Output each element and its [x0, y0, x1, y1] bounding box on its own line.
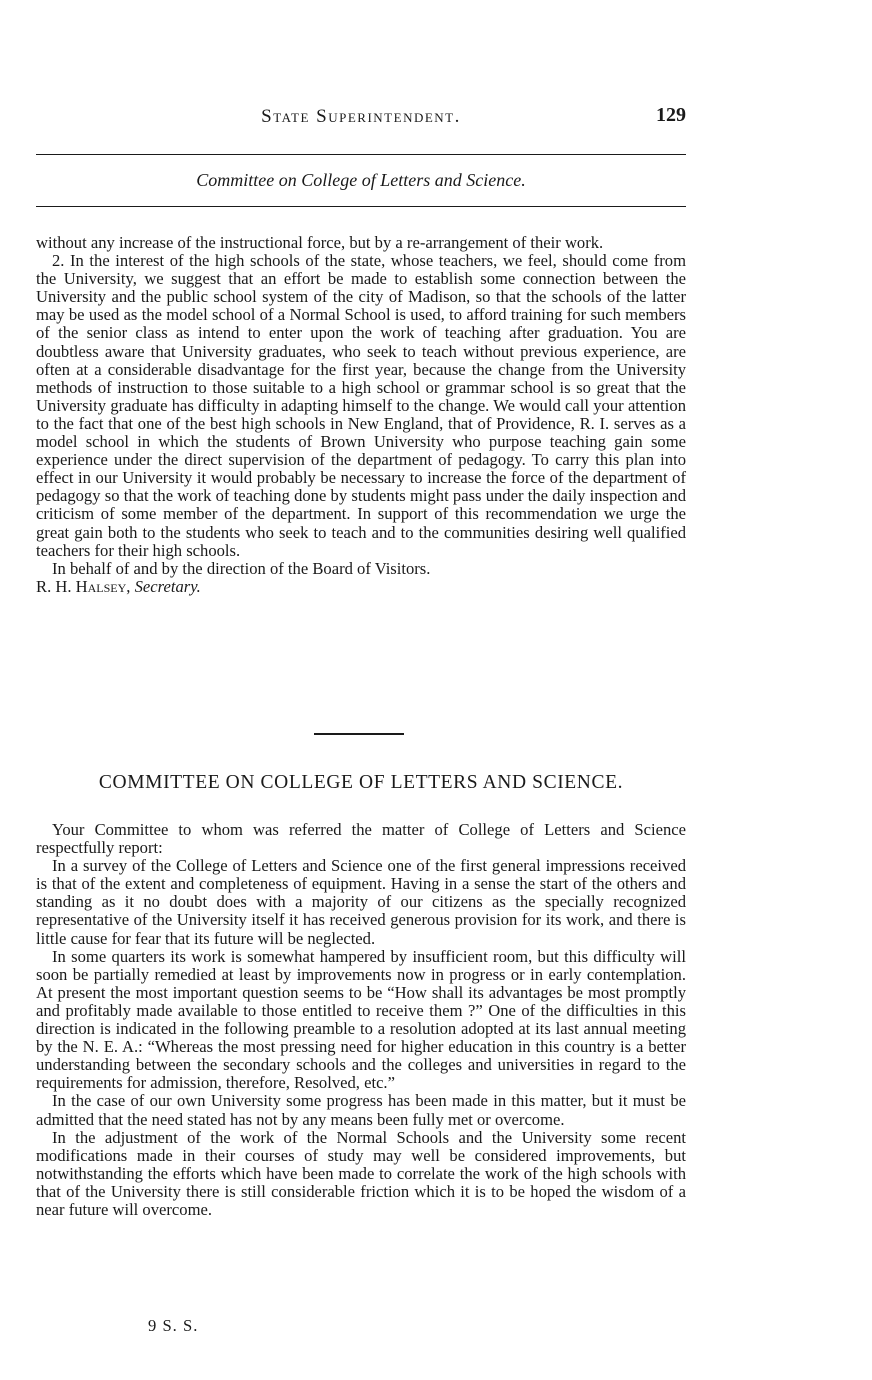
signature-title: Secretary.	[134, 576, 201, 596]
previous-report-body	[36, 234, 686, 596]
paragraph-quarters: In some quarters its work is somewhat hampered by insufficient room, but this difficulty will soon be partially remedied at least by improvements now in progress or in early contemplation. At present the most important question seems to be “How shall its advantages be most promptly and profitably made available to those entitled to receive them ?” One of the difficulties in this direction is indicated in the following preamble to a resolution adopted at its last annual meeting by the N. E. A.: “Whereas the most pressing need for higher education in this country is a better understanding between the secondary schools and the colleges and universities in regard to the requirements for admission, therefore, Resolved, etc.”	[36, 946, 686, 1093]
paragraph-adjustment: In the adjustment of the work of the Normal Schools and the University some recent modifications made in their courses of study may well be considered improvements, but notwithstanding the efforts which have been made to correlate the work of the high schools with that of the University there is still considerable friction which it is to be hoped the wisdom of a near future will overcome.	[36, 1127, 686, 1219]
paragraph-recommendation-2: 2. In the interest of the high schools of the state, whose teachers, we feel, should come from the University, we suggest that an effort be made to establish some connection between the University and the public school system of the city of Madison, so that the schools of the latter may be used as the model school of a Normal School is used, to afford training for such members of the senior class as intend to enter upon the work of teaching after graduation. You are doubtless aware that University graduates, who seek to teach without previous experience, are often at a considerable disadvantage for the first year, because the change from the University methods of instruction to those suitable to a high school or grammar school is so great that the University graduate has difficulty in adapting himself to the change. We would call your attention to the fact that one of the best high schools in New England, that of Providence, R. I. serves as a model school in which the students of Brown University who purpose teaching gain some experience under the direct supervision of the department of pedagogy. To carry this plan into effect in our University it would probably be necessary to increase the force of the department of pedagogy so that the work of teaching done by students might pass under the daily inspection and criticism of some member of the department. In support of this recommendation we urge the great gain both to the students who seek to teach and to the communities desiring well qualified teachers for their high schools.	[36, 251, 686, 560]
paragraph-behalf: In behalf of and by the direction of the Board of Visitors.	[52, 558, 431, 578]
running-title: State Superintendent.	[261, 106, 461, 127]
page-number: 129	[656, 104, 686, 126]
signature-name: R. H. Halsey,	[36, 576, 131, 596]
paragraph-survey: In a survey of the College of Letters and Science one of the first general impressions received is that of the extent and completeness of equipment. Having in a sense the start of the others and standing as it no doubt does with a majority of our citizens as the specially recognized representative of the University itself it has received generous provision for its work, and there is little cause for fear that its future will be neglected.	[36, 856, 686, 948]
running-head	[36, 104, 686, 132]
paragraph-intro: Your Committee to whom was referred the matter of College of Letters and Science respectfully report:	[36, 820, 686, 858]
signature-line	[36, 578, 686, 596]
committee-report-body	[36, 821, 686, 1219]
paragraph-continuation: without any increase of the instructional force, but by a re-arrangement of their work.	[36, 233, 604, 252]
header-rule-top	[36, 154, 686, 155]
paragraph-progress: In the case of our own University some progress has been made in this matter, but it must be admitted that the need stated has not by any means been fully met or overcome.	[36, 1091, 686, 1129]
section-divider	[314, 733, 404, 735]
committee-title: COMMITTEE ON COLLEGE OF LETTERS AND SCIENCE.	[98, 772, 624, 793]
signature-mark: 9 S. S.	[148, 1316, 199, 1335]
section-head: Committee on College of Letters and Science.	[196, 170, 526, 190]
header-rule-bottom	[36, 206, 686, 207]
